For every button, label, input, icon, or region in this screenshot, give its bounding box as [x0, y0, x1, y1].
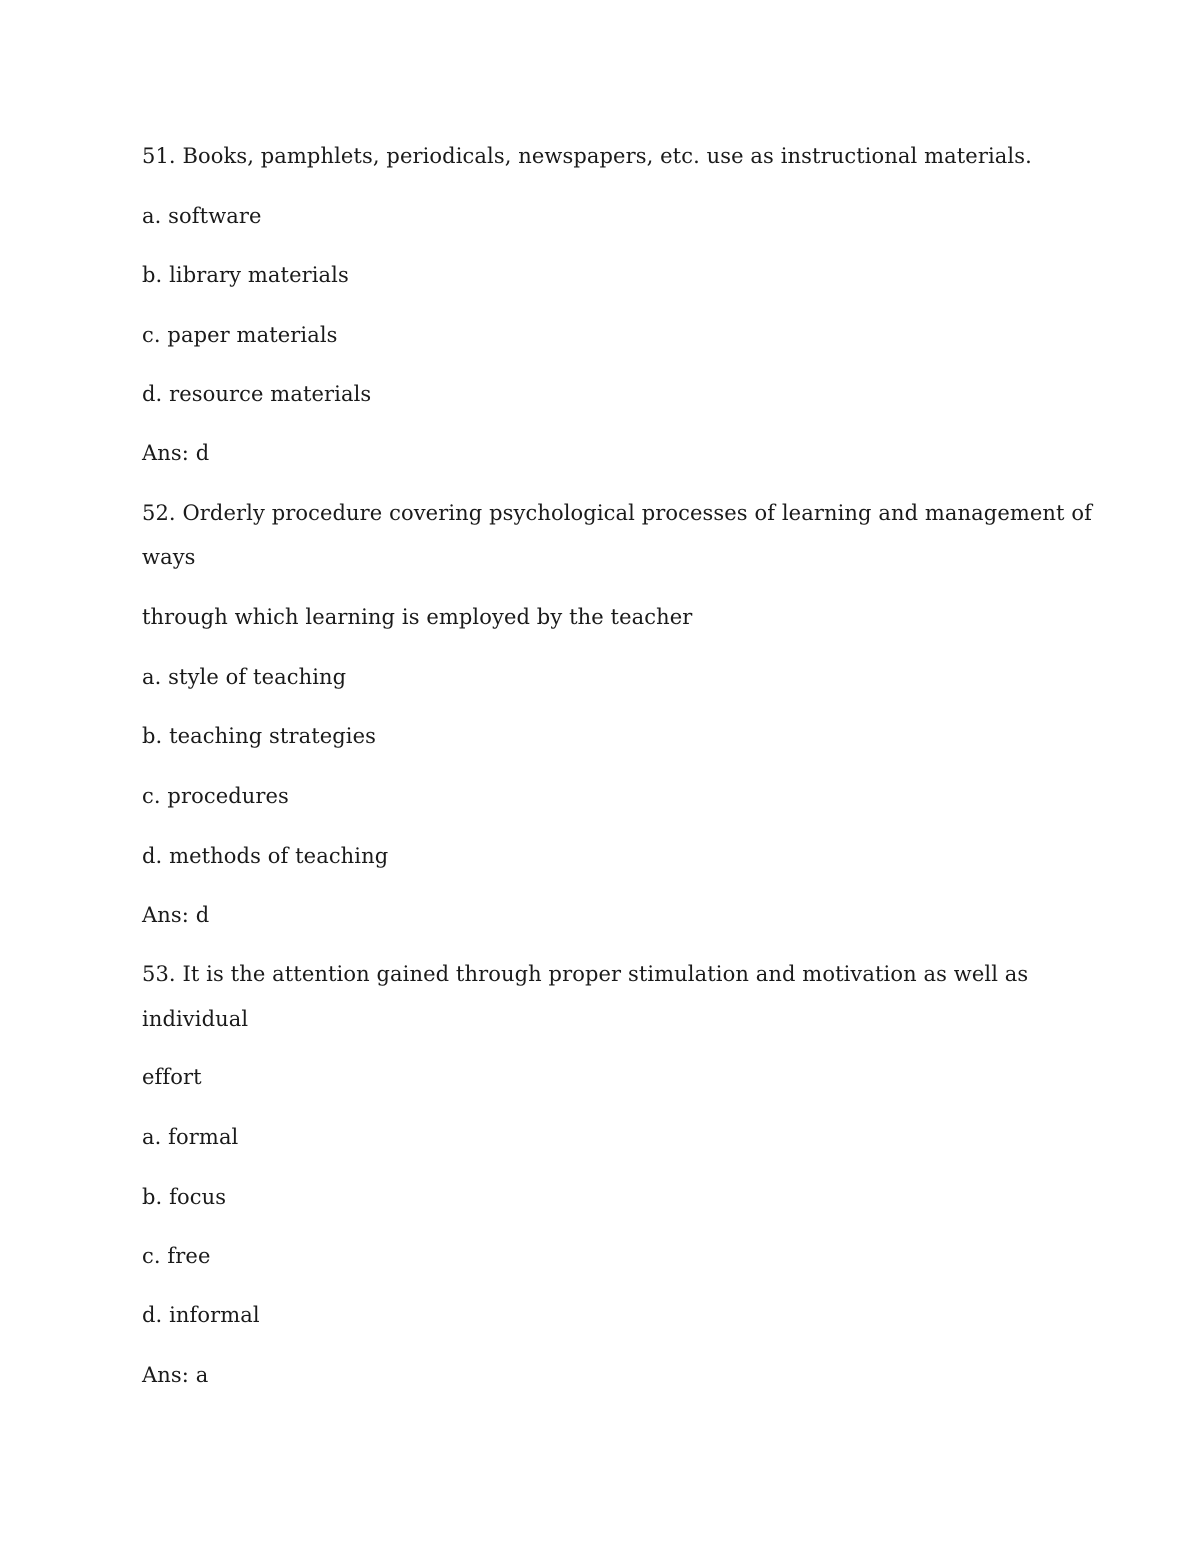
question-51-option-d: d. resource materials	[142, 382, 372, 406]
question-53-option-b: b. focus	[142, 1185, 227, 1209]
question-52-answer: Ans: d	[142, 903, 210, 927]
question-53-stem-line-3: effort	[142, 1065, 202, 1089]
question-53-stem-line-2: individual	[142, 1007, 249, 1031]
question-53-option-d: d. informal	[142, 1303, 260, 1327]
question-53-option-c: c. free	[142, 1244, 211, 1268]
question-51-stem: 51. Books, pamphlets, periodicals, newspapers, etc. use as instructional materials.	[142, 144, 1032, 168]
question-52-option-a: a. style of teaching	[142, 665, 347, 689]
question-51-option-a: a. software	[142, 204, 262, 228]
question-52-option-b: b. teaching strategies	[142, 724, 377, 748]
question-52-option-d: d. methods of teaching	[142, 844, 389, 868]
question-52-stem-line-3: through which learning is employed by the teacher	[142, 605, 693, 629]
question-51-answer: Ans: d	[142, 441, 210, 465]
question-53-option-a: a. formal	[142, 1125, 239, 1149]
question-52-stem-line-1: 52. Orderly procedure covering psychological processes of learning and management of	[142, 501, 1092, 525]
question-52-stem-line-2: ways	[142, 545, 196, 569]
question-51-option-b: b. library materials	[142, 263, 349, 287]
question-52-option-c: c. procedures	[142, 784, 289, 808]
question-51-option-c: c. paper materials	[142, 323, 338, 347]
question-53-answer: Ans: a	[142, 1363, 209, 1387]
question-53-stem-line-1: 53. It is the attention gained through proper stimulation and motivation as well as	[142, 962, 1029, 986]
